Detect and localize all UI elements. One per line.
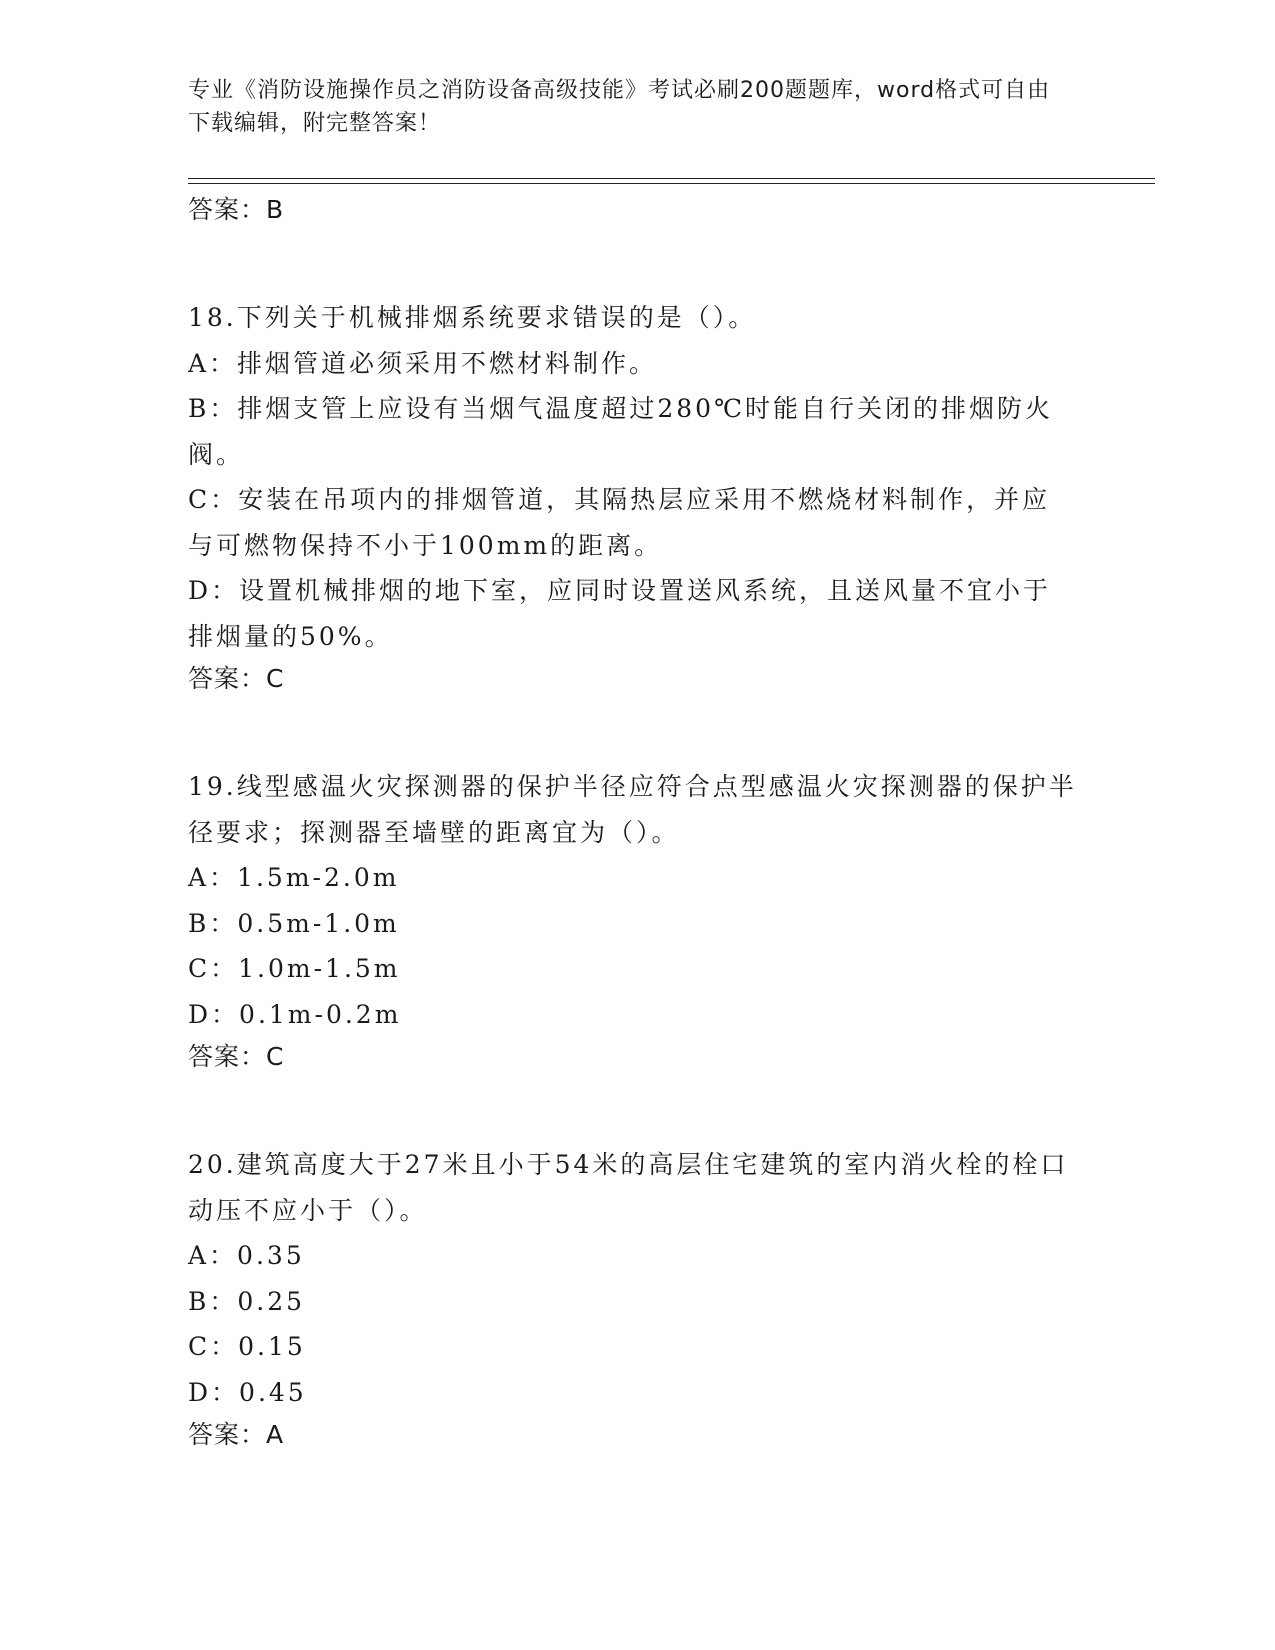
question-19	[188, 764, 1078, 1077]
option-b: B：排烟支管上应设有当烟气温度超过280℃时能自行关闭的排烟防火阀。	[188, 394, 1054, 469]
question-20	[188, 1142, 1078, 1455]
answer-line: 答案：B	[188, 195, 285, 224]
option-d: D：0.45	[188, 1377, 307, 1407]
header-divider	[188, 178, 1155, 184]
option-d: D：0.1m-0.2m	[188, 999, 402, 1029]
answer-line: 答案：A	[188, 1420, 285, 1449]
option-b: B：0.25	[188, 1286, 306, 1316]
question-stem: 19.线型感温火灾探测器的保护半径应符合点型感温火灾探测器的保护半径要求；探测器至墙壁的距离宜为（）。	[188, 772, 1077, 847]
option-b: B：0.5m-1.0m	[188, 908, 400, 938]
question-stem: 18.下列关于机械排烟系统要求错误的是（）。	[188, 303, 757, 332]
option-c: C：0.15	[188, 1332, 306, 1361]
answer-line: 答案：C	[188, 664, 285, 693]
question-stem: 20.建筑高度大于27米且小于54米的高层住宅建筑的室内消火栓的栓口动压不应小于（）。	[188, 1150, 1069, 1225]
option-a: A：0.35	[188, 1241, 305, 1270]
answer-line: 答案：C	[188, 1042, 285, 1071]
header-text: 专业《消防设施操作员之消防设备高级技能》考试必刷200题题库，word格式可自由下载编辑，附完整答案！	[188, 78, 1051, 136]
option-d: D：设置机械排烟的地下室，应同时设置送风系统，且送风量不宜小于排烟量的50%。	[188, 576, 1052, 651]
question-18	[188, 295, 1078, 699]
option-c: C：安装在吊项内的排烟管道，其隔热层应采用不燃烧材料制作，并应与可燃物保持不小于100mm的距离。	[188, 485, 1051, 560]
option-a: A：1.5m-2.0m	[188, 863, 400, 892]
option-a: A：排烟管道必须采用不燃材料制作。	[188, 348, 658, 378]
option-c: C：1.0m-1.5m	[188, 954, 401, 983]
page-header	[188, 74, 1068, 140]
document-body	[188, 190, 1078, 1455]
